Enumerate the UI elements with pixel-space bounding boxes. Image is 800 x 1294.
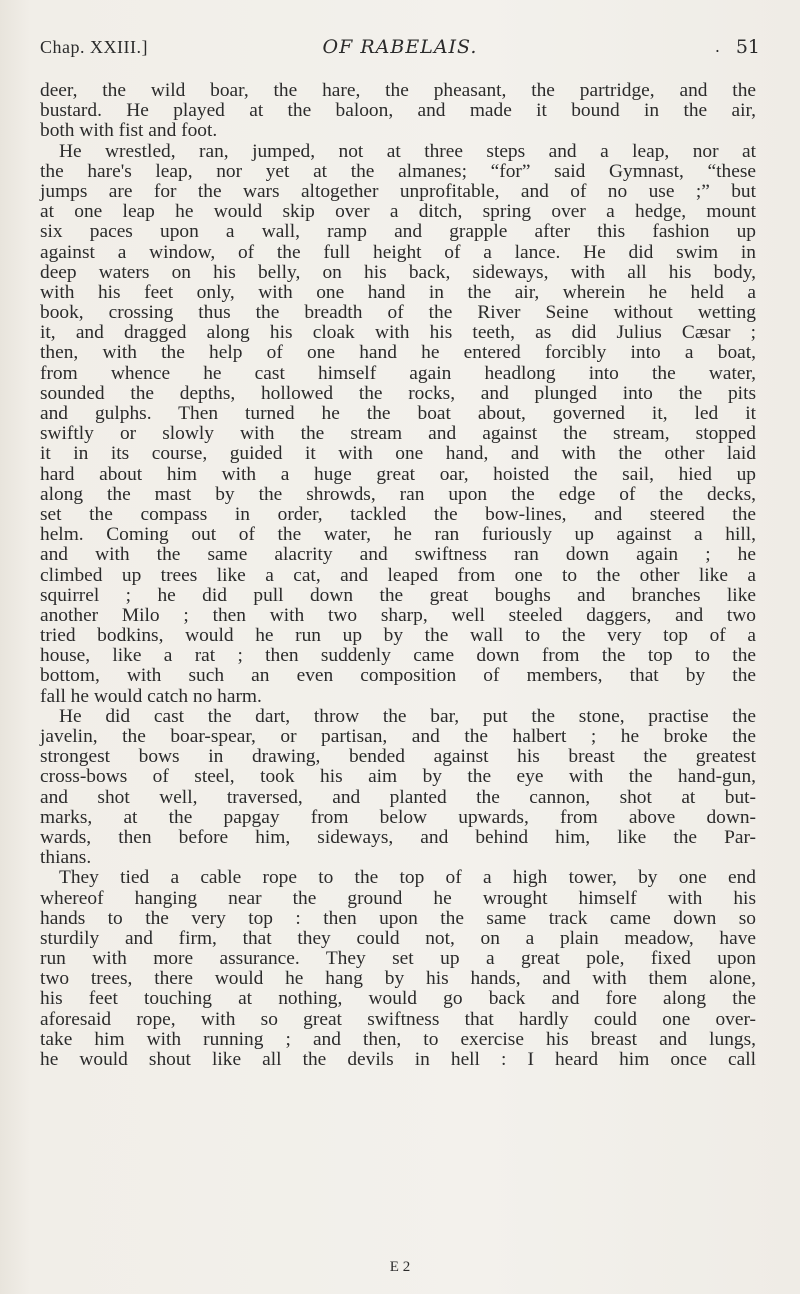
text-line: hands to the very top : then upon the same track came down so [40, 907, 756, 929]
page-number: 51 [735, 36, 760, 58]
text-line: strongest bows in drawing, bended against his breast the greatest [40, 746, 756, 768]
text-line: the hare's leap, nor yet at the almanes; “for” said Gymnast, “these [40, 160, 756, 182]
text-line: both with fist and foot. [40, 120, 218, 142]
text-line: six paces upon a wall, ramp and grapple after this fashion up [40, 221, 756, 243]
text-line: thians. [40, 847, 92, 869]
text-line: with his feet only, with one hand in the air, wherein he held a [40, 281, 756, 303]
text-line: two trees, there would he hang by his hands, and with them alone, [40, 968, 756, 990]
text-line: another Milo ; then with two sharp, well steeled daggers, and two [40, 604, 756, 626]
text-line: take him with running ; and then, to exercise his breast and lungs, [40, 1028, 756, 1050]
text-line: at one leap he would skip over a ditch, spring over a hedge, mount [40, 201, 756, 223]
text-line: javelin, the boar-spear, or partisan, and the halbert ; he broke the [40, 726, 756, 747]
text-line: aforesaid rope, with so great swiftness that hardly could one over- [40, 1008, 756, 1030]
text-line: run with more assurance. They set up a great pole, fixed upon [40, 948, 756, 970]
text-line: He did cast the dart, throw the bar, put the stone, practise the [59, 705, 756, 727]
text-line: house, like a rat ; then suddenly came down from the top to the [40, 645, 756, 667]
text-line: bustard. He played at the baloon, and made it bound in the air, [40, 100, 756, 122]
text-line: deep waters on his belly, on his back, sideways, with all his body, [40, 261, 756, 283]
signature-mark: E 2 [389, 1259, 411, 1275]
text-line: tried bodkins, would he run up by the wall to the very top of a [40, 625, 756, 647]
text-line: hard about him with a huge great oar, hoisted the sail, hied up [40, 463, 756, 485]
text-line: wards, then before him, sideways, and behind him, like the Par- [40, 826, 756, 848]
text-line: it, and dragged along his cloak with his teeth, as did Julius Cæsar ; [40, 322, 756, 344]
running-title: OF RABELAIS. [322, 36, 478, 58]
text-line: it in its course, guided it with one hand, and with the other laid [40, 443, 756, 465]
text-line: He wrestled, ran, jumped, not at three steps and a leap, nor at [59, 140, 756, 162]
text-line: swiftly or slowly with the stream and against the stream, stopped [40, 423, 756, 445]
header-dot: . [714, 37, 720, 56]
body-text [40, 81, 756, 1070]
text-line: and shot well, traversed, and planted the cannon, shot at but- [40, 786, 756, 808]
text-line: cross-bows of steel, took his aim by the eye with the hand-gun, [40, 766, 756, 788]
text-line: They tied a cable rope to the top of a high tower, by one end [59, 867, 756, 889]
text-line: whereof hanging near the ground he wrought himself with his [40, 887, 756, 909]
text-line: marks, at the papgay from below upwards, from above down- [40, 806, 756, 828]
text-line: squirrel ; he did pull down the great boughs and branches like [40, 584, 756, 606]
text-line: then, with the help of one hand he entered forcibly into a boat, [40, 342, 756, 364]
text-line: helm. Coming out of the water, he ran furiously up against a hill, [40, 524, 756, 546]
text-line: and with the same alacrity and swiftness ran down again ; he [40, 544, 756, 566]
chapter-label: Chap. XXIII.] [40, 37, 148, 57]
text-line: deer, the wild boar, the hare, the pheasant, the partridge, and the [40, 80, 756, 101]
text-line: sturdily and firm, that they could not, on a plain meadow, have [40, 927, 756, 949]
text-line: jumps are for the wars altogether unprofitable, and of no use ;” but [40, 180, 756, 202]
text-line: against a window, of the full height of a lance. He did swim in [40, 241, 756, 263]
running-header [40, 32, 760, 62]
text-line: bottom, with such an even composition of members, that by the [40, 665, 756, 687]
text-line: fall he would catch no harm. [40, 685, 262, 707]
text-line: climbed up trees like a cat, and leaped from one to the other like a [40, 564, 756, 586]
text-line: set the compass in order, tackled the bow-lines, and steered the [40, 503, 756, 525]
text-line: he would shout like all the devils in hell : I heard him once call [40, 1049, 756, 1070]
text-line: his feet touching at nothing, would go back and fore along the [40, 988, 756, 1010]
text-line: along the mast by the shrowds, ran upon the edge of the decks, [40, 483, 756, 505]
text-line: from whence he cast himself again headlong into the water, [40, 362, 756, 384]
text-line: sounded the depths, hollowed the rocks, and plunged into the pits [40, 382, 756, 404]
text-line: and gulphs. Then turned he the boat about, governed it, led it [40, 403, 756, 424]
text-line: book, crossing thus the breadth of the River Seine without wetting [40, 302, 756, 324]
